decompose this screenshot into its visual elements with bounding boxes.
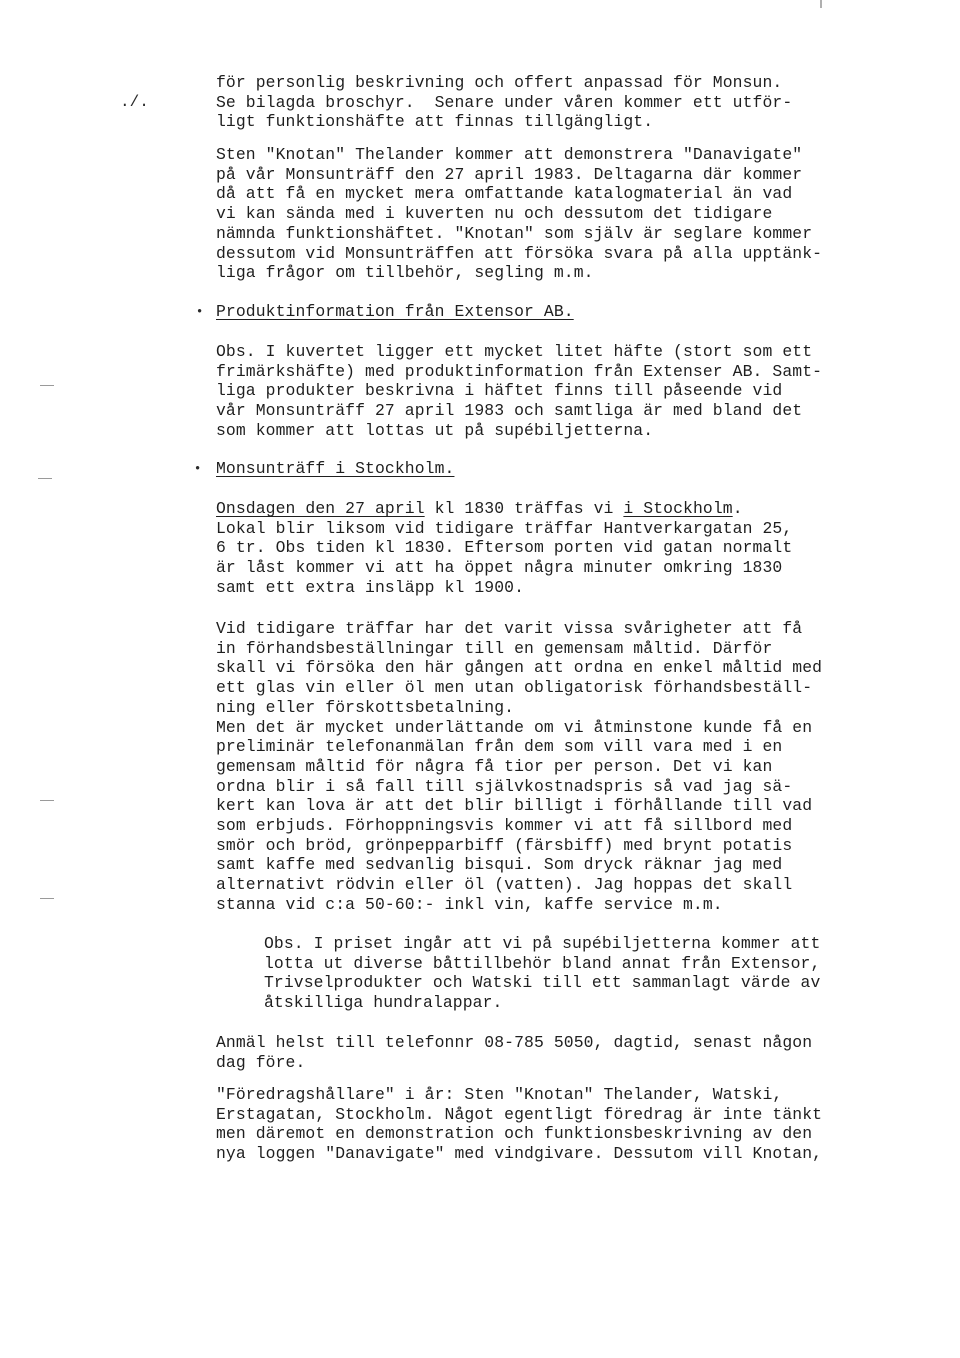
text-line: ning eller förskottsbetalning. <box>216 697 515 717</box>
text-line: Obs. I kuvertet ligger ett mycket litet häfte (stort som ett <box>216 342 813 361</box>
text-line: dessutom vid Monsunträffen att försöka svara på alla upptänk- <box>216 243 823 263</box>
paragraph-maltid <box>216 619 936 915</box>
text-line: Anmäl helst till telefonnr 08-785 5050, dagtid, senast någon <box>216 1033 813 1052</box>
text-line: gemensam måltid för några få tior per person. Det vi kan <box>216 756 773 776</box>
text-line: då att få en mycket mera omfattande katalogmaterial än vad <box>216 184 793 204</box>
paragraph-obs-kuvertet <box>216 342 936 441</box>
text-line: men däremot en demonstration och funktionsbeskrivning av den <box>216 1124 813 1144</box>
text-line: preliminär telefonanmälan från dem som vill vara med i en <box>216 737 783 757</box>
paragraph-foredragshallare <box>216 1085 936 1164</box>
text-line: nya loggen "Danavigate" med vindgivare. Dessutom vill Knotan, <box>216 1144 823 1164</box>
text-line: ordna blir i så fall till självkostnadspris så vad jag sä- <box>216 776 793 796</box>
section-heading: Produktinformation från Extensor AB. <box>216 302 574 321</box>
meeting-period: . <box>732 499 743 518</box>
paragraph-demonstration <box>216 145 936 283</box>
scan-artifact <box>40 385 54 386</box>
scan-artifact <box>40 898 54 899</box>
text-line: Vid tidigare träffar har det varit vissa svårigheter att få <box>216 619 803 638</box>
paragraph-meeting-details <box>216 499 936 598</box>
text-line: på vår Monsunträff den 27 april 1983. Deltagarna där kommer <box>216 164 803 184</box>
text-line: ett glas vin eller öl men utan obligatorisk förhandsbeställ- <box>216 678 813 698</box>
text-line: som kommer att lottas ut på supébiljetterna. <box>216 420 654 440</box>
note-priset <box>264 934 936 1013</box>
text-line: dag före. <box>216 1052 306 1072</box>
heading-produktinformation <box>216 302 936 322</box>
text-line: kert kan lova är att det blir billigt i förhållande till vad <box>216 796 813 816</box>
text-line: smör och bröd, grönpepparbiff (färsbiff) med brynt potatis <box>216 835 793 855</box>
text-line: liga produkter beskrivna i häftet finns till påseende vid <box>216 381 783 401</box>
margin-mark: ./. <box>120 93 149 111</box>
text-line: för personlig beskrivning och offert anpassad för Monsun. <box>216 73 783 92</box>
text-line: in förhandsbeställningar till en gemensam måltid. Därför <box>216 638 773 658</box>
text-line: är låst kommer vi att ha öppet några minuter omkring 1830 <box>216 558 783 578</box>
text-line: 6 tr. Obs tiden kl 1830. Eftersom porten vid gatan normalt <box>216 538 793 558</box>
scan-artifact <box>38 478 52 479</box>
text-line: lotta ut diverse båttillbehör bland annat från Extensor, <box>264 953 821 973</box>
text-line: Lokal blir liksom vid tidigare träffar Hantverkargatan 25, <box>216 518 793 538</box>
text-line: stanna vid c:a 50-60:- inkl vin, kaffe service m.m. <box>216 894 723 914</box>
text-line: ligt funktionshäfte att finnas tillgängligt. <box>216 112 654 132</box>
text-line: samt ett extra insläpp kl 1900. <box>216 577 525 597</box>
bullet-icon: • <box>196 305 204 319</box>
text-line: liga frågor om tillbehör, segling m.m. <box>216 263 594 283</box>
text-line: vår Monsunträff 27 april 1983 och samtliga är med bland det <box>216 401 803 421</box>
meeting-line <box>216 499 936 519</box>
meeting-time: kl 1830 träffas vi <box>424 499 624 518</box>
section-heading: Monsunträff i Stockholm. <box>216 459 455 478</box>
text-line: alternativt rödvin eller öl (vatten). Jag hoppas det skall <box>216 875 793 895</box>
text-line: "Föredragshållare" i år: Sten "Knotan" Thelander, Watski, <box>216 1085 783 1104</box>
bullet-icon: • <box>194 462 202 476</box>
text-line: samt kaffe med sedvanlig bisqui. Som dryck räknar jag med <box>216 855 783 875</box>
text-line: som erbjuds. Förhoppningsvis kommer vi att få sillbord med <box>216 816 793 836</box>
paragraph-anmalan <box>216 1033 936 1072</box>
text-line: Obs. I priset ingår att vi på supébiljetterna kommer att <box>264 934 821 953</box>
text-line: vi kan sända med i kuverten nu och dessutom det tidigare <box>216 204 773 224</box>
text-line: åtskilliga hundralappar. <box>264 993 503 1013</box>
corner-speck <box>820 0 822 8</box>
paragraph-intro <box>216 73 936 132</box>
text-line: Se bilagda broschyr. Senare under våren kommer ett utför- <box>216 92 793 112</box>
text-line: Trivselprodukter och Watski till ett sammanlagt värde av <box>264 973 821 993</box>
meeting-place: i Stockholm <box>623 499 733 518</box>
text-line: skall vi försöka den här gången att ordna en enkel måltid med <box>216 658 823 678</box>
text-line: Sten "Knotan" Thelander kommer att demonstrera "Danavigate" <box>216 145 803 164</box>
meeting-date: Onsdagen den 27 april <box>216 499 425 518</box>
heading-monsuntraff <box>216 459 936 479</box>
text-line: Erstagatan, Stockholm. Något egentligt föredrag är inte tänkt <box>216 1104 823 1124</box>
text-line: nämnda funktionshäftet. "Knotan" som själv är seglare kommer <box>216 223 813 243</box>
scan-artifact <box>40 800 54 801</box>
text-line: frimärkshäfte) med produktinformation från Extenser AB. Samt- <box>216 361 823 381</box>
meeting-rest <box>216 519 936 598</box>
text-line: Men det är mycket underlättande om vi åtminstone kunde få en <box>216 717 813 737</box>
